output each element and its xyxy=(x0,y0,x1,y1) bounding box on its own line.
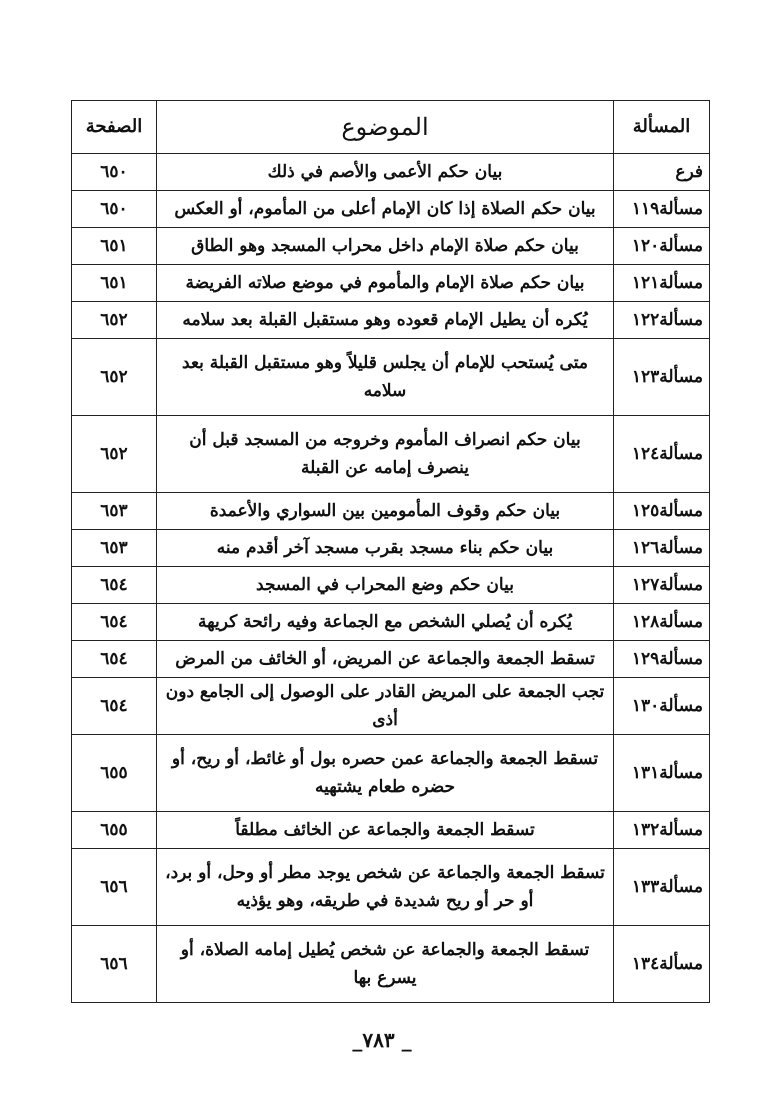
page-cell: ٦٥٢ xyxy=(72,339,157,416)
page-cell: ٦٥٣ xyxy=(72,493,157,530)
table-row xyxy=(72,926,710,1003)
issue-cell: مسألة١٢٥ xyxy=(614,493,710,530)
issue-cell: مسألة١٢٩ xyxy=(614,641,710,678)
header-row xyxy=(72,101,710,154)
topic-cell: متى يُستحب للإمام أن يجلس قليلاً وهو مستقبل القبلة بعد سلامه xyxy=(157,339,614,416)
page-cell: ٦٥١ xyxy=(72,228,157,265)
topic-cell: يُكره أن يُصلي الشخص مع الجماعة وفيه رائحة كريهة xyxy=(157,604,614,641)
table-row xyxy=(72,154,710,191)
table-row xyxy=(72,849,710,926)
table-row xyxy=(72,641,710,678)
topic-cell: يُكره أن يطيل الإمام قعوده وهو مستقبل القبلة بعد سلامه xyxy=(157,302,614,339)
issue-cell: مسألة١١٩ xyxy=(614,191,710,228)
issue-cell: مسألة١٢٧ xyxy=(614,567,710,604)
topic-cell: بيان حكم صلاة الإمام والمأموم في موضع صلاته الفريضة xyxy=(157,265,614,302)
table-row xyxy=(72,735,710,812)
header-issue: المسألة xyxy=(614,101,710,154)
topic-cell: تسقط الجمعة والجماعة عن شخص يوجد مطر أو وحل، أو برد، أو حر أو ريح شديدة في طريقه، وهو يؤذيه xyxy=(157,849,614,926)
table-row xyxy=(72,567,710,604)
issue-cell: مسألة١٣١ xyxy=(614,735,710,812)
page-number: _٧٨٣ _ xyxy=(352,1028,412,1052)
page-cell: ٦٥٤ xyxy=(72,567,157,604)
topic-cell: بيان حكم الأعمى والأصم في ذلك xyxy=(157,154,614,191)
page-cell: ٦٥٢ xyxy=(72,416,157,493)
topic-cell: بيان حكم وضع المحراب في المسجد xyxy=(157,567,614,604)
page-cell: ٦٥٠ xyxy=(72,191,157,228)
topic-cell: تسقط الجمعة والجماعة عمن حصره بول أو غائط، أو ريح، أو حضره طعام يشتهيه xyxy=(157,735,614,812)
issue-cell: مسألة١٢٨ xyxy=(614,604,710,641)
page-cell: ٦٥٣ xyxy=(72,530,157,567)
page-cell: ٦٥٤ xyxy=(72,678,157,735)
issue-cell: مسألة١٣٣ xyxy=(614,849,710,926)
table-row xyxy=(72,265,710,302)
page-cell: ٦٥٥ xyxy=(72,812,157,849)
issue-cell: مسألة١٣٢ xyxy=(614,812,710,849)
page-cell: ٦٥٠ xyxy=(72,154,157,191)
topic-cell: بيان حكم انصراف المأموم وخروجه من المسجد قبل أن ينصرف إمامه عن القبلة xyxy=(157,416,614,493)
header-topic: الموضوع xyxy=(157,101,614,154)
page-cell: ٦٥٥ xyxy=(72,735,157,812)
issue-cell: مسألة١٣٠ xyxy=(614,678,710,735)
issue-cell: فرع xyxy=(614,154,710,191)
topic-cell: تجب الجمعة على المريض القادر على الوصول إلى الجامع دون أذى xyxy=(157,678,614,735)
page-cell: ٦٥٦ xyxy=(72,926,157,1003)
topic-cell: تسقط الجمعة والجماعة عن المريض، أو الخائف من المرض xyxy=(157,641,614,678)
header-page: الصفحة xyxy=(72,101,157,154)
table-row xyxy=(72,302,710,339)
table-row xyxy=(72,530,710,567)
table-row xyxy=(72,339,710,416)
topic-cell: بيان حكم بناء مسجد بقرب مسجد آخر أقدم منه xyxy=(157,530,614,567)
issue-cell: مسألة١٢٠ xyxy=(614,228,710,265)
issue-cell: مسألة١٢٣ xyxy=(614,339,710,416)
page-cell: ٦٥٦ xyxy=(72,849,157,926)
table-row xyxy=(72,493,710,530)
topic-cell: تسقط الجمعة والجماعة عن شخص يُطيل إمامه الصلاة، أو يسرع بها xyxy=(157,926,614,1003)
topic-cell: بيان حكم صلاة الإمام داخل محراب المسجد وهو الطاق xyxy=(157,228,614,265)
page-cell: ٦٥١ xyxy=(72,265,157,302)
table-row xyxy=(72,416,710,493)
issue-cell: مسألة١٢٦ xyxy=(614,530,710,567)
issue-cell: مسألة١٣٤ xyxy=(614,926,710,1003)
topic-cell: بيان حكم الصلاة إذا كان الإمام أعلى من المأموم، أو العكس xyxy=(157,191,614,228)
topic-cell: تسقط الجمعة والجماعة عن الخائف مطلقاً xyxy=(157,812,614,849)
page-cell: ٦٥٤ xyxy=(72,604,157,641)
topic-cell: بيان حكم وقوف المأمومين بين السواري والأعمدة xyxy=(157,493,614,530)
index-table xyxy=(71,100,710,1003)
table-row xyxy=(72,228,710,265)
issue-cell: مسألة١٢٢ xyxy=(614,302,710,339)
page-cell: ٦٥٢ xyxy=(72,302,157,339)
table-row xyxy=(72,191,710,228)
table-row xyxy=(72,812,710,849)
issue-cell: مسألة١٢٤ xyxy=(614,416,710,493)
table-row xyxy=(72,604,710,641)
page-cell: ٦٥٤ xyxy=(72,641,157,678)
table-row xyxy=(72,678,710,735)
issue-cell: مسألة١٢١ xyxy=(614,265,710,302)
